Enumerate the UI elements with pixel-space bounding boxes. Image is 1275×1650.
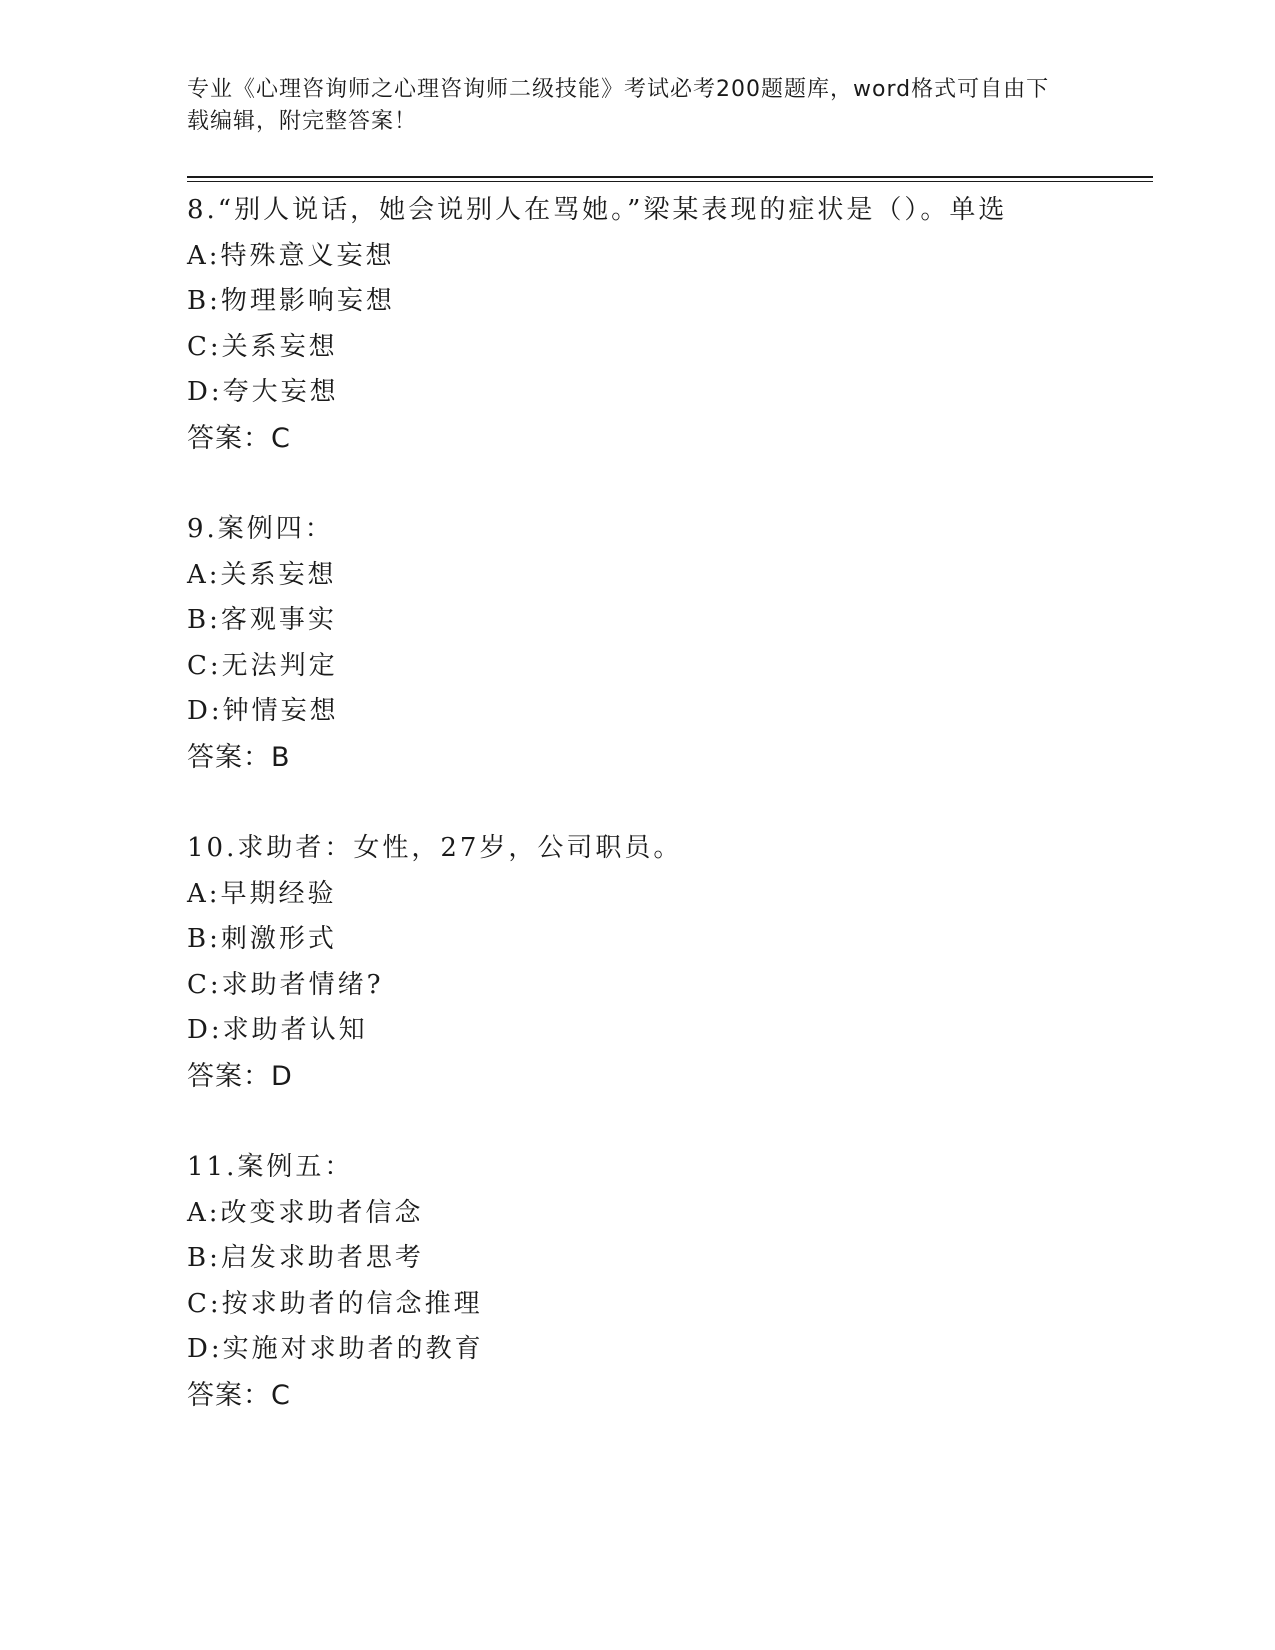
option-a: A:改变求助者信念 bbox=[187, 1197, 424, 1228]
question-title: 8.“别人说话，她会说别人在骂她。”梁某表现的症状是（）。单选 bbox=[187, 195, 1008, 225]
header-divider-thick bbox=[187, 176, 1153, 178]
option-a: A:特殊意义妄想 bbox=[187, 240, 395, 271]
option-c: C:按求助者的信念推理 bbox=[187, 1288, 483, 1319]
option-c: C:无法判定 bbox=[187, 650, 338, 681]
question-11 bbox=[187, 1145, 1137, 1418]
option-d: D:求助者认知 bbox=[187, 1015, 368, 1045]
option-c: C:关系妄想 bbox=[187, 331, 338, 362]
answer-label: 答案：B bbox=[187, 741, 291, 773]
document-header: 专业《心理咨询师之心理咨询师二级技能》考试必考200题题库，word格式可自由下载编辑，附完整答案！ bbox=[187, 77, 1050, 134]
question-title: 9.案例四： bbox=[187, 514, 334, 544]
header-divider-thin bbox=[187, 181, 1153, 182]
option-b: B:客观事实 bbox=[187, 605, 337, 635]
question-title: 10.求助者：女性，27岁，公司职员。 bbox=[187, 833, 683, 863]
option-b: B:刺激形式 bbox=[187, 924, 337, 954]
answer-label: 答案：D bbox=[187, 1060, 293, 1092]
answer-label: 答案：C bbox=[187, 422, 291, 454]
option-a: A:关系妄想 bbox=[187, 559, 337, 590]
question-8 bbox=[187, 188, 1137, 461]
option-d: D:实施对求助者的教育 bbox=[187, 1334, 484, 1364]
question-10 bbox=[187, 826, 1137, 1099]
option-b: B:物理影响妄想 bbox=[187, 286, 395, 316]
option-c: C:求助者情绪? bbox=[187, 969, 384, 1000]
option-d: D:钟情妄想 bbox=[187, 696, 339, 726]
question-title: 11.案例五： bbox=[187, 1152, 354, 1182]
question-9 bbox=[187, 507, 1137, 780]
option-a: A:早期经验 bbox=[187, 878, 337, 909]
option-d: D:夸大妄想 bbox=[187, 377, 339, 407]
option-b: B:启发求助者思考 bbox=[187, 1243, 424, 1273]
answer-label: 答案：C bbox=[187, 1379, 291, 1411]
